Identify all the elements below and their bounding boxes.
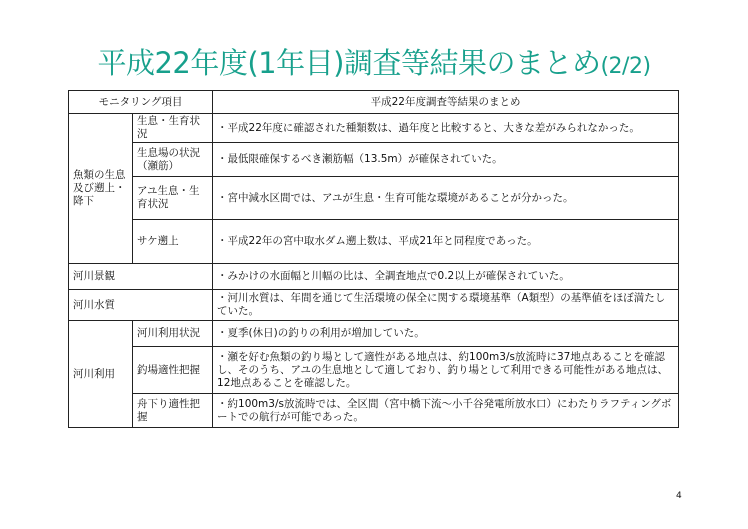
table-row <box>69 143 679 177</box>
sub-item: 釣場適性把握 <box>133 347 213 394</box>
title-main: 平成22年度(1年目)調査等結果のまとめ <box>97 46 601 80</box>
result-text: ・平成22年の宮中取水ダム遡上数は、平成21年と同程度であった。 <box>213 220 679 264</box>
page-title <box>0 46 748 84</box>
table-row <box>69 321 679 347</box>
title-suffix: (2/2) <box>600 54 651 79</box>
table-row <box>69 114 679 143</box>
sub-item: 舟下り適性把握 <box>133 394 213 428</box>
table-header-row <box>69 91 679 114</box>
category-fish: 魚類の生息及び遡上・降下 <box>69 114 133 264</box>
result-text: ・平成22年度に確認された種類数は、過年度と比較すると、大きな差がみられなかった。 <box>213 114 679 143</box>
category-water-quality: 河川水質 <box>69 290 213 321</box>
header-results-summary: 平成22年度調査等結果のまとめ <box>213 91 679 114</box>
sub-item: アユ生息・生育状況 <box>133 177 213 220</box>
result-text: ・みかけの水面幅と川幅の比は、全調査地点で0.2以上が確保されていた。 <box>213 264 679 290</box>
result-text: ・瀬を好む魚類の釣り場として適性がある地点は、約100m3/s放流時に37地点あることを確認し、そのうち、アユの生息地として適しており、釣り場として利用できる可能性がある地点は、12地点あることを確認した。 <box>213 347 679 394</box>
sub-item: サケ遡上 <box>133 220 213 264</box>
page-number: 4 <box>676 491 682 501</box>
summary-table <box>68 90 679 428</box>
result-text: ・宮中減水区間では、アユが生息・生育可能な環境があることが分かった。 <box>213 177 679 220</box>
sub-item: 生息・生育状況 <box>133 114 213 143</box>
sub-item: 生息場の状況（瀬筋） <box>133 143 213 177</box>
category-landscape: 河川景観 <box>69 264 213 290</box>
category-river-use: 河川利用 <box>69 321 133 428</box>
table-row <box>69 177 679 220</box>
table-row <box>69 264 679 290</box>
table-row <box>69 394 679 428</box>
table-row <box>69 290 679 321</box>
result-text: ・河川水質は、年間を通じて生活環境の保全に関する環境基準（A類型）の基準値をほぼ満たしていた。 <box>213 290 679 321</box>
result-text: ・最低限確保するべき瀬筋幅（13.5m）が確保されていた。 <box>213 143 679 177</box>
table-row <box>69 220 679 264</box>
sub-item: 河川利用状況 <box>133 321 213 347</box>
result-text: ・約100m3/s放流時では、全区間（宮中橋下流～小千谷発電所放水口）にわたりラフティングボートでの航行が可能であった。 <box>213 394 679 428</box>
header-monitoring-item: モニタリング項目 <box>69 91 213 114</box>
result-text: ・夏季(休日)の釣りの利用が増加していた。 <box>213 321 679 347</box>
table-row <box>69 347 679 394</box>
